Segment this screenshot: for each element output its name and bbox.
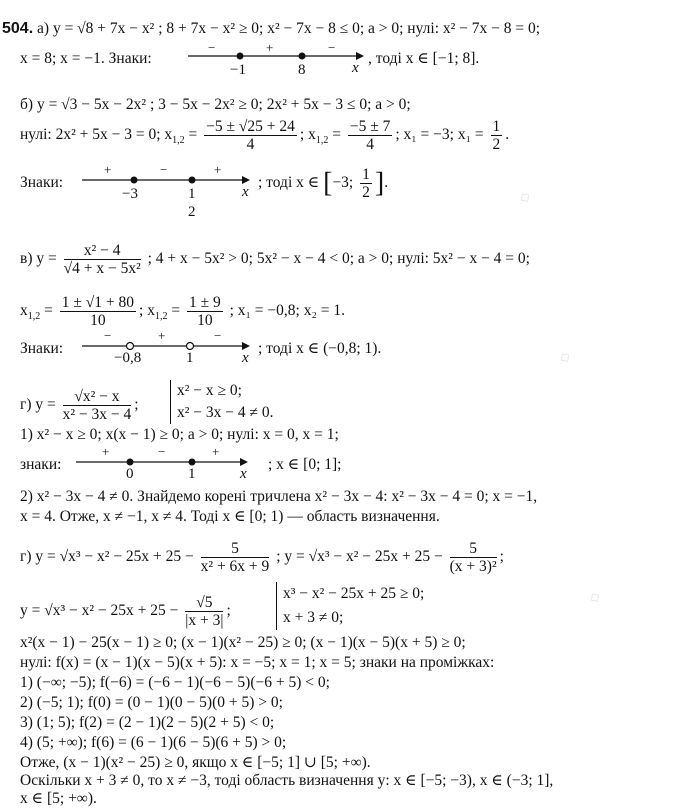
line-g1-signs	[20, 456, 61, 474]
sign: −	[160, 162, 168, 177]
text: 1) (−∞; −5); f(−6) = (−6 − 1)(−6 − 5)(−6 + 5) < 0;	[20, 674, 330, 691]
part-label: а)	[37, 20, 50, 37]
tick-label: 1	[188, 466, 196, 482]
watermark: ◇	[556, 348, 574, 367]
text: x = 8; x = −1. Знаки:	[20, 50, 152, 67]
line-b2: нулі: 2x² + 5x − 3 = 0; $x_{1,2}$ = $\frac{-5 \pm √25 + 24}{4}$ ; $x_{1,2}$ = $\frac{-5 \pm 7}{4}$ ; x₁ = −3; x₁ = $\frac{1}{2}$ .	[20, 118, 510, 153]
text: ; 4 + x − 5x² > 0; 5x² − x − 4 < 0; a > 0; нулі: 5x² − x − 4 = 0;	[147, 250, 530, 268]
tick-label: 1	[188, 186, 196, 202]
part-label: в)	[20, 250, 33, 268]
sign: +	[102, 444, 110, 459]
system-g1	[170, 380, 274, 424]
fraction	[187, 294, 223, 329]
line-g1-step2b	[20, 508, 440, 526]
fraction	[185, 594, 223, 629]
line-a2	[20, 50, 152, 68]
line-v2: $x_{1,2}$ = $\frac{1 \pm √1 + 80}{10}$ ; $x_{1,2}$ = $\frac{1 \pm 9}{10}$ ; x₁ = −0,8; x₂ = 1.	[20, 294, 345, 329]
text: y = √x³ − x² − 25x + 25 −	[20, 602, 179, 620]
sign: +	[158, 328, 166, 343]
numerator: −5 ± 7	[349, 118, 391, 135]
text: нулі: f(x) = (x − 1)(x − 5)(x + 5): x = −5; x = 1; x = 5; знаки на проміжках:	[20, 654, 495, 671]
text: ; y = √x³ − x² − 25x + 25 −	[276, 548, 443, 566]
numerator: 1 ± √1 + 80	[61, 294, 135, 311]
text: 3) (1; 5); f(2) = (2 − 1)(2 − 5)(2 + 5) < 0;	[20, 714, 275, 731]
tick-label: −3	[122, 186, 138, 202]
line-g2-l1	[20, 634, 466, 652]
line-g2-2: y = √x³ − x² − 25x + 25 − $\frac{√5}{|x + 3|}$ ;	[20, 594, 231, 629]
sign: −	[158, 444, 166, 459]
part-label: б)	[20, 96, 34, 113]
root: x₁ = −3;	[403, 126, 454, 144]
sign: +	[104, 162, 112, 177]
sign: −	[208, 40, 216, 55]
system-g2	[276, 582, 424, 630]
line-g2-l7	[20, 754, 371, 772]
line-g1: г) y = $\frac{\text{√x² − x}}{\text{x² − 3x − 4}}$ ;	[20, 388, 139, 423]
sign: −	[104, 328, 112, 343]
text: Отже, (x − 1)(x² − 25) ≥ 0, якщо x ∈ [−5; 1] ∪ [5; +∞).	[20, 754, 371, 771]
tick-label: 1	[186, 350, 194, 366]
sign: +	[214, 162, 222, 177]
numerator: 1	[362, 166, 370, 183]
text: 2) x² − 3x − 4 ≠ 0. Знайдемо корені тричлена x² − 3x − 4: x² − 3x − 4 = 0; x = −1,	[20, 488, 538, 505]
text: Знаки:	[20, 340, 64, 357]
text: ; тоді x ∈	[258, 174, 320, 192]
line-g1-step1	[20, 426, 339, 444]
system-eq: x³ − x² − 25x + 25 ≥ 0;	[283, 585, 425, 602]
fraction	[204, 118, 297, 153]
part-label: г)	[20, 548, 32, 566]
text: ; x ∈ [0; 1];	[268, 456, 342, 473]
line-b1	[20, 96, 411, 114]
line-g1-signs-end	[268, 456, 341, 474]
tick-label: 2	[188, 204, 196, 220]
line-v1	[20, 242, 530, 277]
denominator: 2	[362, 184, 370, 201]
line-g2-l9	[20, 790, 97, 808]
denominator: 2	[492, 136, 501, 153]
numerator: 5	[201, 540, 270, 558]
denominator: x² − 3x − 4	[62, 406, 132, 423]
text: x	[20, 302, 28, 320]
line-v3-end	[258, 340, 381, 358]
fraction	[491, 118, 503, 153]
line-g2-l6	[20, 734, 286, 752]
numerator: √x² − x	[63, 388, 132, 406]
axis-var: x	[242, 184, 249, 200]
text: Оскільки x + 3 ≠ 0, то x ≠ −3, тоді область визначення y: x ∈ [−5; −3), x ∈ (−3; 1],	[20, 772, 554, 789]
tick-label: −1	[230, 62, 246, 78]
part-label: г)	[20, 396, 32, 414]
text: 1) x² − x ≥ 0; x(x − 1) ≥ 0; a > 0; нулі: x = 0, x = 1;	[20, 426, 339, 443]
root: x₁ =	[457, 126, 484, 144]
numerator: 1 ± 9	[188, 294, 221, 311]
tick-label: −0,8	[114, 350, 142, 366]
fraction	[64, 242, 141, 277]
number-line-v	[82, 328, 262, 377]
line-b3	[20, 174, 63, 192]
denominator: x² + 6x + 9	[200, 558, 270, 575]
system-eq: x + 3 ≠ 0;	[283, 609, 344, 626]
text: знаки:	[20, 456, 62, 473]
numerator: 1	[492, 118, 501, 135]
text: −3;	[332, 174, 354, 192]
fraction	[60, 294, 136, 329]
numerator: √5	[185, 594, 223, 612]
text: 4) (5; +∞); f(6) = (6 − 1)(6 − 5)(6 + 5) > 0;	[20, 734, 287, 751]
fraction	[63, 388, 132, 423]
line-g2-l3	[20, 674, 330, 692]
problem-number: 504.	[2, 20, 34, 37]
number-line-a	[188, 42, 368, 87]
line-a2-end	[368, 50, 479, 68]
denominator: 4	[246, 136, 255, 153]
line-g2-l2	[20, 654, 494, 672]
text: y =	[36, 250, 57, 268]
watermark: ◇	[516, 188, 534, 207]
line-g2-l5	[20, 714, 274, 732]
subscript: 1,2	[154, 311, 168, 323]
line-g1-step2a	[20, 488, 537, 506]
denominator: √4 + x − 5x²	[63, 260, 141, 277]
numerator: 5	[450, 540, 497, 558]
subscript: 1,2	[315, 135, 329, 147]
line-g2-1	[20, 540, 504, 575]
text: ;	[499, 548, 504, 566]
axis-var: x	[240, 466, 247, 482]
line-g2-l4	[20, 694, 283, 712]
tick-label: 0	[126, 466, 134, 482]
denominator: (x + 3)²	[449, 558, 497, 575]
subscript: 1,2	[172, 135, 185, 147]
sign: −	[328, 40, 336, 55]
system-eq: x² − x ≥ 0;	[177, 382, 242, 399]
sign: +	[212, 444, 220, 459]
system-eq: x² − 3x − 4 ≠ 0.	[177, 404, 274, 421]
sign: −	[214, 328, 222, 343]
denominator: 10	[90, 312, 106, 329]
text: ; тоді x ∈ (−0,8; 1).	[258, 340, 382, 357]
subscript: 1,2	[27, 311, 41, 323]
text: 2) (−5; 1); f(0) = (0 − 1)(0 − 5)(0 + 5) > 0;	[20, 694, 283, 711]
number-line-g	[76, 444, 256, 493]
fraction	[348, 118, 393, 153]
axis-var: x	[352, 60, 359, 76]
sign: +	[266, 40, 274, 55]
bracket: [	[323, 167, 333, 199]
numerator: x² − 4	[64, 242, 141, 260]
tick-label: 8	[298, 62, 306, 78]
text: y = √8 + 7x − x² ; 8 + 7x − x² ≥ 0; x² − 7x − 8 ≤ 0; a > 0; нулі: x² − 7x − 8 = 0;	[52, 20, 541, 37]
text: , тоді x ∈ [−1; 8].	[368, 50, 480, 67]
text: y = √3 − 5x − 2x² ; 3 − 5x − 2x² ≥ 0; 2x² + 5x − 3 ≤ 0; a > 0;	[36, 96, 411, 113]
denominator: 10	[197, 312, 213, 329]
text: ; x₁ = −0,8; x₂ = 1.	[229, 302, 345, 320]
text: нулі: 2x² + 5x − 3 = 0; x	[20, 126, 173, 144]
text: Знаки:	[20, 174, 64, 191]
denominator: |x + 3|	[185, 612, 224, 629]
fraction	[450, 540, 497, 575]
numerator: −5 ± √25 + 24	[206, 118, 295, 135]
text: y =	[35, 396, 56, 414]
text: x²(x − 1) − 25(x − 1) ≥ 0; (x − 1)(x² − 25) ≥ 0; (x − 1)(x − 5)(x + 5) ≥ 0;	[20, 634, 466, 651]
number-line-b	[82, 162, 262, 220]
text: y = √x³ − x² − 25x + 25 −	[35, 548, 194, 566]
axis-var: x	[242, 350, 249, 366]
fraction	[360, 166, 372, 201]
denominator: 4	[366, 136, 374, 153]
bracket: ]	[374, 167, 385, 199]
line-a1	[2, 20, 540, 38]
fraction	[201, 540, 270, 575]
line-v3	[20, 340, 63, 358]
text: x ∈ [5; +∞).	[20, 790, 97, 807]
line-b3-end: ; тоді x ∈ [−3; $\frac{1}{2}$ ].	[258, 166, 389, 201]
text: x = 4. Отже, x ≠ −1, x ≠ 4. Тоді x ∈ [0; 1) — область визначення.	[20, 508, 440, 525]
watermark: ◇	[586, 588, 604, 607]
line-g2-l8	[20, 772, 553, 790]
